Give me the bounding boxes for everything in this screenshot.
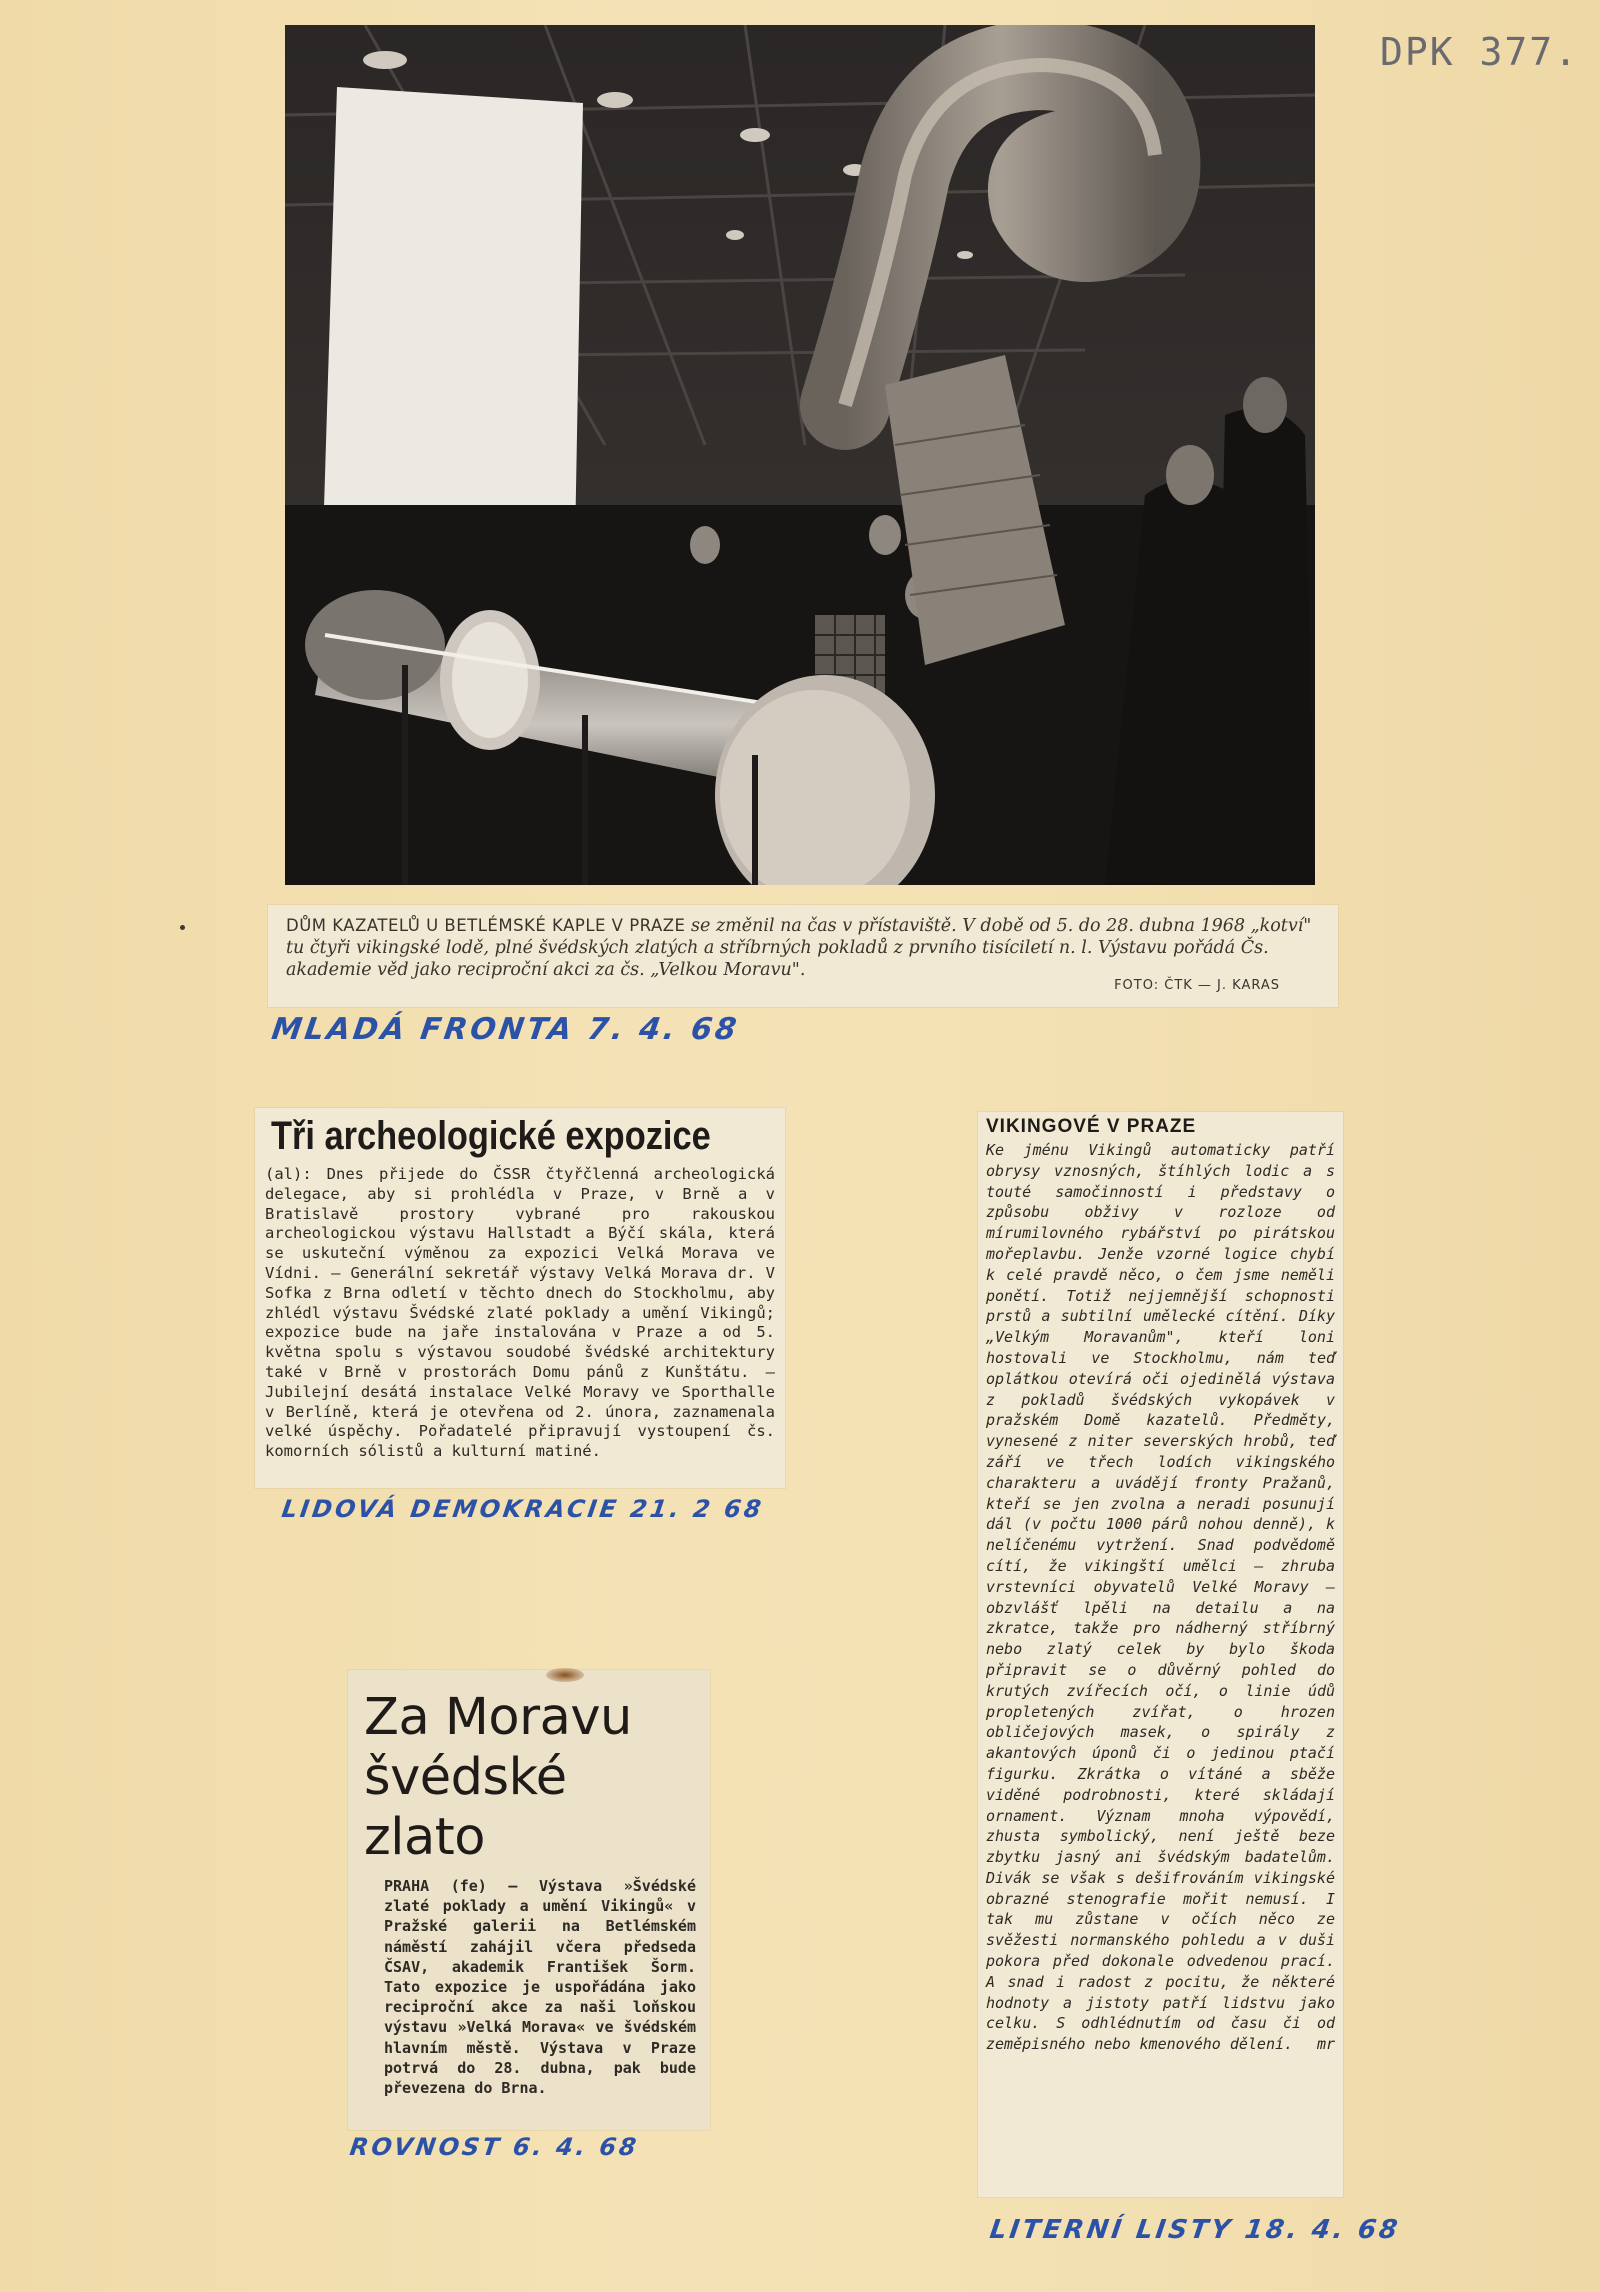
source-note-literarni-listy: LITERNÍ LISTY 18. 4. 68 — [987, 2215, 1403, 2245]
caption-credit: FOTO: ČTK — J. KARAS — [1114, 978, 1280, 993]
caption-lead: DŮM KAZATELŮ U BETLÉMSKÉ KAPLE V PRAZE — [286, 916, 686, 935]
article1-body: (al): Dnes přijede do ČSSR čtyřčlenná archeologická delegace, aby si prohlédla v Praze, v Brně a v Bratislavě prostory vybrané pro rakouskou archeologickou výstavu Hallstadt a Býčí skála, která se uskuteční výměnou za expozici Velká Morava ve Vídni. — Generální sekretář výstavy Velká Morava dr. V Sofka z Brna odletí v těchto dnech do Stockholmu, aby zhlédl výstavu Švédské zlaté poklady a umění Vikingů; expozice bude na jaře instalována v Praze a od 5. května spolu s výstavou soudobé švédské architektury také v Brně v prostorách Domu pánů z Kunštátu. — Jubilejní desátá instalace Velké Moravy ve Sporthalle v Berlíně, která je otevřena od 2. února, zaznamenala velké úspěchy. Pořadatelé připravují vystoupení čs. komorních sólistů a kulturní matiné. — [265, 1165, 775, 1461]
photograph-icon — [285, 25, 1315, 885]
news-photograph — [285, 25, 1315, 885]
paper-stain — [546, 1668, 584, 1682]
photo-caption — [268, 905, 1338, 1007]
article3-headline-line2: švédské zlato — [364, 1748, 567, 1867]
article-vikingove-v-praze — [978, 1112, 1343, 2197]
article2-signature: mr — [1316, 2035, 1335, 2054]
article-za-moravu-svedske-zlato — [348, 1670, 710, 2130]
margin-dot — [180, 925, 185, 930]
article-tri-archeologicke-expozice — [255, 1108, 785, 1488]
article3-headline-line1: Za Moravu — [364, 1688, 632, 1747]
article1-headline: Tři archeologické expozice — [271, 1114, 711, 1158]
source-note-lidova-demokracie: LIDOVÁ DEMOKRACIE 21. 2 68 — [280, 1495, 766, 1523]
source-note-mlada-fronta: MLADÁ FRONTA 7. 4. 68 — [269, 1012, 742, 1047]
article2-headline: VIKINGOVÉ V PRAZE — [986, 1116, 1197, 1137]
archive-mark: DPK 377. — [1380, 30, 1580, 74]
article2-body: Ke jménu Vikingů automaticky patří obrysy vznosných, štíhlých lodic a s touté samočinností i představy o způsobu obživy v rozloze od mírumilovného rybářství po pirátskou mořeplavbu. Jenže vzorné logice chybí k celé pravdě něco, o čem jsme neměli ponětí. Totiž nejjemnější schopnosti prstů a subtilní umělecké cítění. Díky „Velkým Moravanům", kteří loni hostovali ve Stockholmu, nám teď oplátkou otevírá oči ojedinělá výstava z pokladů švédských vykopávek v pražském Domě kazatelů. Předměty, vynesené z niter severských hrobů, teď září ve třech lodích vikingského charakteru a uvádějí fronty Pražanů, kteří se jen zvolna a neradi posunují dál (v počtu 1000 párů nohou denně), k nelíčenému vytržení. Snad podvědomě cítí, že vikingští umělci — zhruba vrstevníci obyvatelů Velké Moravy — obzvlášť lpěli na detailu a na zkratce, takže pro nádherný stříbrný nebo zlatý celek by bylo škoda připravit se o důvěrný pohled do krutých zvířecích očí, o linie údů propletených zvířat, o hrozen obličejových masek, o spirály z akantových úponů či o jedinou ptačí figurku. Zkrátka o vítáné a sběže viděné podrobnosti, které skládají ornament. Význam mnoha výpovědí, zhusta symbolický, není ještě beze zbytku jasný ani švédským badatelům. Divák se však s dešifrováním vikingské obrazné stenografie mořit nemusí. I tak mu zůstane v očích něco ze svěžesti normanského pohledu a v duši pokora před dokonale odvedenou prací. A snad i radost z pocitu, že některé hodnoty a jistoty patří lidstvu jako celku. S odhlédnutím od času či od zeměpisného nebo kmenového dělení. — [986, 1141, 1335, 2054]
caption-text: se změnil na čas v přístaviště. V době od 5. do 28. dubna 1968 „kotví" tu čtyři vikingské lodě, plné švédských zlatých a stříbrných pokladů z prvního tisíciletí n. l. Výstavu pořádá Čs. akademie věd jako reciproční akci za čs. „Velkou Moravu". — [286, 916, 1312, 980]
article3-headline — [364, 1688, 700, 1868]
source-note-rovnost: ROVNOST 6. 4. 68 — [348, 2133, 641, 2161]
article3-body: PRAHA (fe) — Výstava »Švédské zlaté poklady a umění Vikingů« v Pražské galerii na Betlémském náměstí zahájil včera předseda ČSAV, akademik František Šorm. Tato expozice je uspořádána jako reciproční akce za naši loňskou výstavu »Velká Morava« ve švédském hlavním městě. Výstava v Praze potrvá do 28. dubna, pak bude převezena do Brna. — [384, 1877, 696, 2098]
